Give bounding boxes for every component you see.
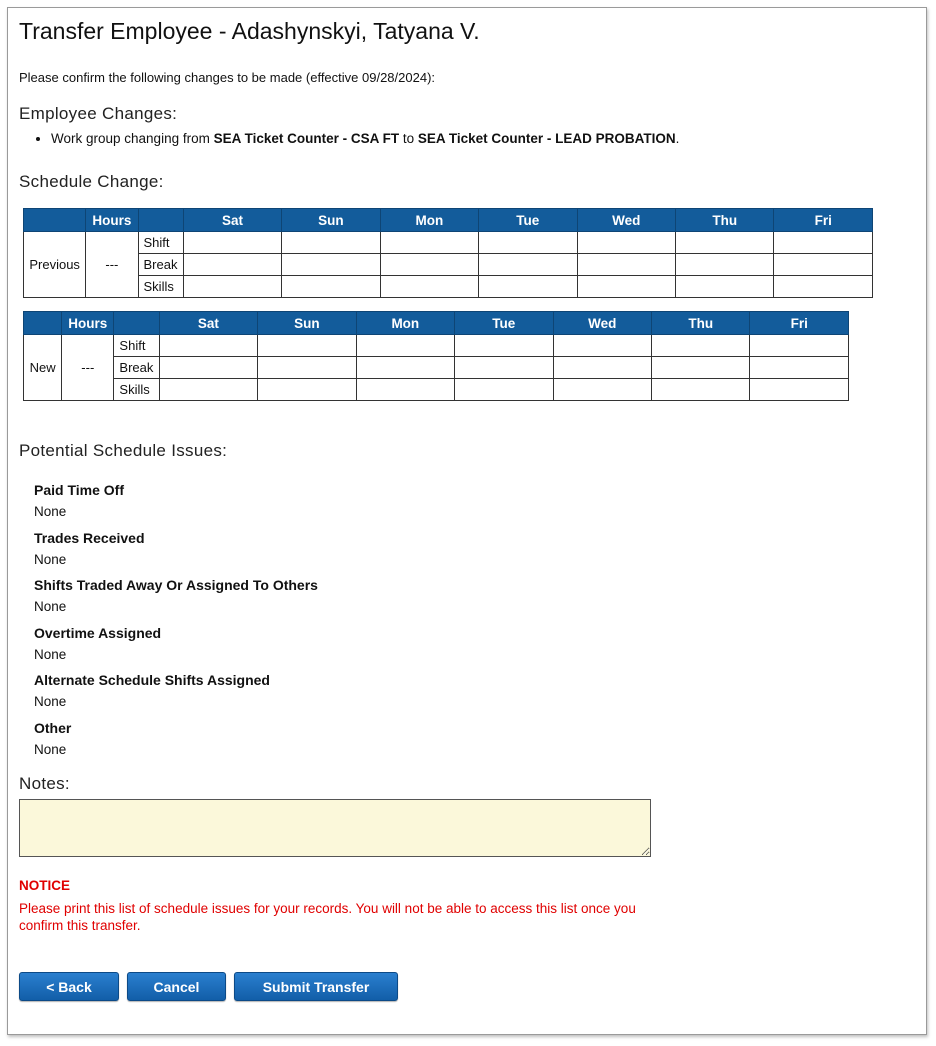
previous-schedule-table — [23, 208, 873, 298]
issue-value: None — [34, 551, 67, 567]
schedule-cell — [258, 357, 356, 379]
issue-item — [34, 624, 318, 672]
change-middle: to — [399, 131, 418, 146]
employee-changes-list — [19, 130, 679, 148]
table-row — [24, 335, 849, 357]
hours-header: Hours — [62, 312, 114, 335]
issue-value: None — [34, 504, 67, 519]
row-type-shift: Shift — [138, 232, 183, 254]
issue-value: None — [34, 694, 67, 710]
change-to-group: SEA Ticket Counter - LEAD PROBATION — [417, 131, 676, 146]
issue-value: None — [34, 646, 67, 662]
notes-textarea[interactable] — [19, 799, 651, 857]
schedule-cell — [159, 335, 257, 357]
notice-text: Please print this list of schedule issues for your records. You will not be able to access this list once you confirm this transfer. — [19, 901, 636, 933]
issue-value: None — [34, 741, 67, 757]
change-from-group: SEA Ticket Counter - CSA FT — [213, 131, 400, 146]
sat-header: Sat — [183, 209, 281, 232]
schedule-cell — [356, 379, 454, 401]
notes-heading: Notes: — [19, 774, 70, 793]
row-type-break: Break — [114, 357, 159, 379]
sun-header: Sun — [258, 312, 356, 335]
schedule-cell — [479, 276, 577, 298]
issue-title: Paid Time Off — [34, 482, 124, 498]
issue-title: Overtime Assigned — [34, 624, 162, 641]
schedule-cell — [750, 357, 849, 379]
transfer-dialog — [7, 7, 927, 1035]
schedule-cell — [356, 357, 454, 379]
workgroup-change-item — [51, 130, 679, 148]
previous-header-row — [24, 209, 873, 232]
schedule-cell — [380, 254, 478, 276]
schedule-cell — [159, 357, 257, 379]
schedule-cell — [380, 232, 478, 254]
schedule-cell — [750, 379, 849, 401]
previous-label: Previous — [24, 232, 86, 298]
schedule-issues-heading: Potential Schedule Issues: — [19, 441, 228, 460]
mon-header: Mon — [380, 209, 478, 232]
schedule-cell — [183, 232, 281, 254]
previous-hours: --- — [86, 232, 138, 298]
schedule-cell — [258, 335, 356, 357]
schedule-cell — [479, 254, 577, 276]
employee-changes-heading: Employee Changes: — [19, 104, 178, 123]
table-row — [24, 276, 873, 298]
blank-header-cell — [24, 312, 62, 335]
issue-item — [34, 576, 318, 624]
schedule-cell — [774, 254, 873, 276]
issue-item — [34, 529, 318, 577]
schedule-cell — [553, 357, 651, 379]
schedule-cell — [577, 254, 675, 276]
sat-header: Sat — [159, 312, 257, 335]
issue-item — [34, 481, 318, 529]
issue-title: Trades Received — [34, 529, 145, 546]
wed-header: Wed — [553, 312, 651, 335]
schedule-cell — [750, 335, 849, 357]
confirm-text: Please confirm the following changes to be made (effective 09/28/2024): — [19, 70, 436, 85]
fri-header: Fri — [750, 312, 849, 335]
table-row — [24, 232, 873, 254]
new-hours: --- — [62, 335, 114, 401]
schedule-cell — [651, 379, 749, 401]
new-label: New — [24, 335, 62, 401]
table-row — [24, 254, 873, 276]
schedule-cell — [455, 379, 553, 401]
blank-header-cell — [138, 209, 183, 232]
schedule-issues-list — [34, 481, 318, 767]
row-type-break: Break — [138, 254, 183, 276]
schedule-cell — [183, 276, 281, 298]
cancel-button[interactable]: Cancel — [127, 972, 226, 1001]
schedule-cell — [380, 276, 478, 298]
mon-header: Mon — [356, 312, 454, 335]
hours-header: Hours — [86, 209, 138, 232]
schedule-cell — [455, 335, 553, 357]
sun-header: Sun — [282, 209, 380, 232]
thu-header: Thu — [675, 209, 773, 232]
back-button[interactable]: < Back — [19, 972, 119, 1001]
thu-header: Thu — [651, 312, 749, 335]
issue-title: Alternate Schedule Shifts Assigned — [34, 672, 270, 689]
schedule-cell — [774, 232, 873, 254]
schedule-change-heading: Schedule Change: — [19, 172, 164, 191]
schedule-cell — [651, 335, 749, 357]
schedule-cell — [282, 232, 380, 254]
tue-header: Tue — [479, 209, 577, 232]
schedule-cell — [553, 379, 651, 401]
schedule-cell — [159, 379, 257, 401]
page-title: Transfer Employee - Adashynskyi, Tatyana V. — [19, 18, 480, 44]
schedule-cell — [774, 276, 873, 298]
fri-header: Fri — [774, 209, 873, 232]
submit-transfer-button[interactable]: Submit Transfer — [234, 972, 398, 1001]
blank-header-cell — [114, 312, 159, 335]
row-type-shift: Shift — [114, 335, 159, 357]
issue-item — [34, 719, 318, 767]
change-suffix: . — [675, 131, 680, 146]
table-row — [24, 357, 849, 379]
row-type-skills: Skills — [138, 276, 183, 298]
schedule-cell — [553, 335, 651, 357]
schedule-cell — [577, 276, 675, 298]
issue-title: Other — [34, 719, 72, 736]
schedule-cell — [651, 357, 749, 379]
row-type-skills: Skills — [114, 379, 159, 401]
schedule-cell — [282, 254, 380, 276]
schedule-cell — [675, 276, 773, 298]
tue-header: Tue — [455, 312, 553, 335]
new-header-row — [24, 312, 849, 335]
schedule-cell — [183, 254, 281, 276]
schedule-cell — [455, 357, 553, 379]
change-prefix: Work group changing from — [51, 131, 214, 146]
schedule-cell — [258, 379, 356, 401]
schedule-cell — [675, 254, 773, 276]
issue-title: Shifts Traded Away Or Assigned To Others — [34, 577, 318, 594]
issue-item — [34, 671, 318, 719]
schedule-cell — [577, 232, 675, 254]
schedule-cell — [282, 276, 380, 298]
wed-header: Wed — [577, 209, 675, 232]
schedule-cell — [356, 335, 454, 357]
notice-title: NOTICE — [19, 878, 71, 893]
table-row — [24, 379, 849, 401]
schedule-cell — [479, 232, 577, 254]
schedule-cell — [675, 232, 773, 254]
issue-value: None — [34, 599, 67, 615]
blank-header-cell — [24, 209, 86, 232]
new-schedule-table — [23, 311, 849, 401]
